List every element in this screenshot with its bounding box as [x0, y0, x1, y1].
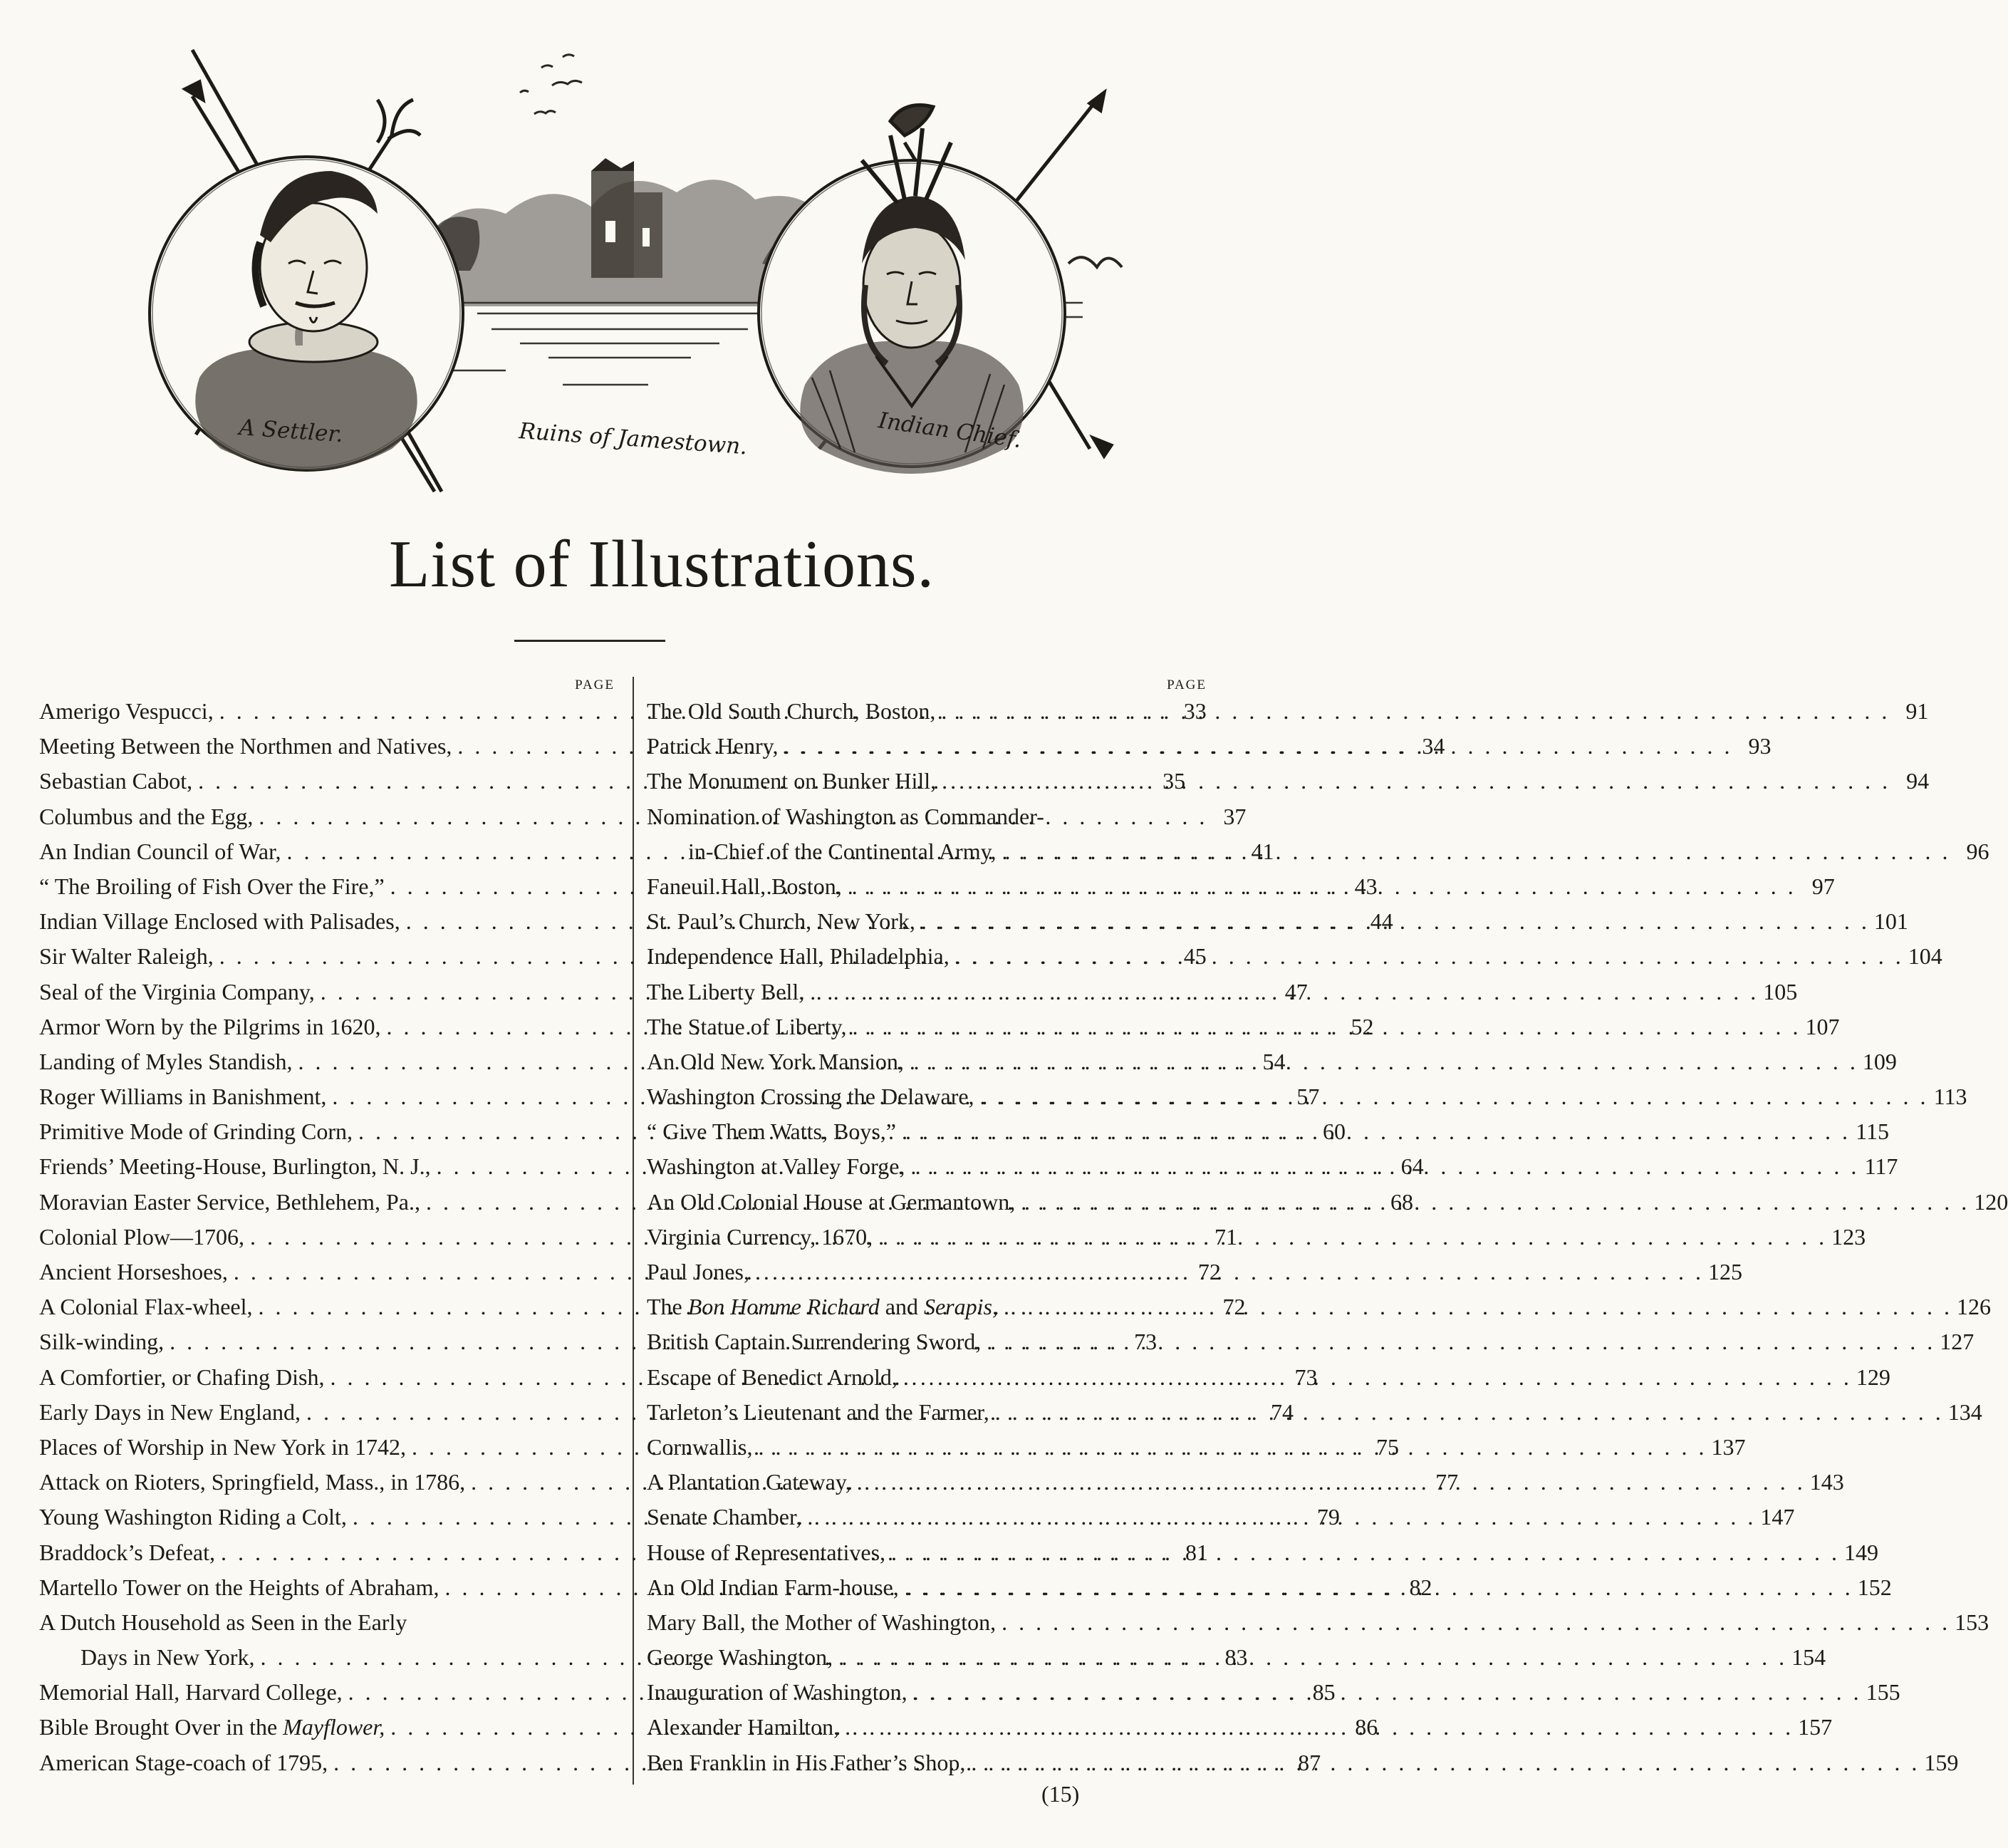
illustration-title: A Plantation Gateway,	[647, 1469, 851, 1495]
page-ref: 113	[1933, 1084, 1967, 1110]
illustration-title: Places of Worship in New York in 1742,	[39, 1433, 407, 1460]
birds-illustration	[520, 55, 582, 114]
illustration-title: “ The Broiling of Fish Over the Fire,”	[39, 873, 385, 899]
page-ref: 81	[1185, 1539, 1209, 1565]
illustration-title: The Liberty Bell,	[647, 978, 805, 1005]
caption-settler: A Settler.	[238, 415, 344, 448]
page-ref: 35	[1162, 768, 1186, 794]
page-ref: 94	[1906, 768, 1930, 794]
page-ref: 157	[1798, 1714, 1833, 1740]
illustration-title: Colonial Plow—1706,	[39, 1223, 245, 1250]
page-ref: 159	[1924, 1749, 1959, 1775]
page-column-heading: PAGE	[1167, 678, 1207, 692]
page-ref: 87	[1298, 1749, 1321, 1775]
dot-leader	[851, 1465, 1806, 1500]
dot-leader	[950, 939, 1904, 974]
list-item	[647, 1535, 1879, 1570]
page-ref: 71	[1214, 1223, 1238, 1250]
illustration-title: Moravian Easter Service, Bethlehem, Pa.,	[39, 1188, 420, 1215]
illustration-title: Faneuil Hall, Boston,	[647, 873, 842, 899]
page-ref: 86	[1355, 1714, 1378, 1740]
page-ref: 75	[1376, 1433, 1400, 1460]
page-ref: 73	[1134, 1329, 1158, 1355]
dot-leader	[752, 1430, 1707, 1465]
illustration-title: Paul Jones,	[647, 1259, 749, 1284]
illustration-title: Senate Chamber,	[647, 1504, 802, 1530]
illustration-title: Silk-winding,	[39, 1329, 165, 1355]
page-ref: 153	[1955, 1609, 1989, 1635]
page-ref: 93	[1748, 733, 1772, 759]
illustration-title: Ancient Horseshoes,	[39, 1259, 228, 1284]
dot-leader	[936, 764, 1890, 799]
dot-leader	[905, 1149, 1859, 1184]
page-ref: 37	[1223, 803, 1247, 829]
illustration-title: Washington at Valley Forge,	[647, 1153, 905, 1180]
page-ref: 47	[1284, 978, 1308, 1005]
dot-leader	[896, 1114, 1851, 1149]
page-ref: 123	[1831, 1223, 1866, 1250]
illustration-title: Sebastian Cabot,	[39, 768, 193, 794]
illustration-title: A Comfortier, or Chafing Dish,	[39, 1364, 325, 1390]
illustration-title: The Old South Church, Boston,	[647, 698, 936, 724]
page-ref: 82	[1409, 1574, 1432, 1600]
page-ref: 109	[1862, 1048, 1897, 1074]
page-ref: 33	[1183, 698, 1207, 724]
illustration-title: The Bon Homme Richard and Serapis,	[647, 1294, 998, 1320]
page-ref: 149	[1844, 1539, 1879, 1565]
illustration-title: A Dutch Household as Seen in the Early	[39, 1609, 407, 1635]
title-rule	[514, 640, 665, 642]
illustration-title: Days in New York,	[80, 1644, 255, 1671]
illustration-title: Attack on Rioters, Springfield, Mass., in 1786,	[39, 1469, 466, 1495]
dot-leader	[904, 1044, 1858, 1079]
page-ref: 125	[1708, 1259, 1742, 1284]
illustration-title: Primitive Mode of Grinding Corn,	[39, 1118, 353, 1145]
illustration-title: Indian Village Enclosed with Palisades,	[39, 908, 400, 935]
page-ref: 115	[1856, 1118, 1889, 1145]
page-column-heading: PAGE	[575, 678, 615, 692]
illustration-title: Escape of Benedict Arnold,	[647, 1364, 898, 1390]
dot-leader	[833, 1640, 1787, 1675]
illustration-title: “ Give Them Watts, Boys,”	[647, 1118, 896, 1145]
illustration-title: American Stage-coach of 1795,	[39, 1749, 328, 1775]
illustration-title: Nomination of Washington as Commander-	[647, 803, 1044, 829]
page-ref: 64	[1400, 1153, 1424, 1180]
dot-leader	[965, 1745, 1920, 1780]
page-ref: 105	[1763, 978, 1798, 1005]
page-ref: 107	[1805, 1013, 1840, 1039]
page-ref: 152	[1857, 1574, 1892, 1600]
illustration-title: Tarleton’s Lieutenant and the Farmer,	[647, 1398, 989, 1425]
dot-leader	[998, 1289, 1952, 1324]
dot-leader	[847, 1009, 1801, 1044]
illustration-title: St. Paul’s Church, New York,	[647, 908, 915, 935]
illustration-title: Sir Walter Raleigh,	[39, 943, 214, 970]
illustration-title: Armor Worn by the Pilgrims in 1620,	[39, 1013, 381, 1039]
page-ref: 129	[1856, 1364, 1890, 1390]
dot-leader	[801, 1500, 1756, 1535]
dot-leader	[907, 1675, 1862, 1710]
illustration-title: Early Days in New England,	[39, 1398, 301, 1425]
page-ref: 120	[1974, 1188, 2008, 1215]
page-ref: 143	[1809, 1469, 1844, 1495]
dot-leader	[899, 1570, 1853, 1605]
list-item	[647, 1324, 1975, 1359]
page-ref: 85	[1312, 1679, 1336, 1706]
list-item	[647, 939, 1942, 974]
illustration-title: An Old Colonial House at Germantown,	[647, 1188, 1016, 1215]
illustration-title: The Statue of Liberty,	[647, 1013, 847, 1039]
dot-leader	[974, 1079, 1929, 1114]
page-ref: 68	[1390, 1188, 1413, 1215]
page-ref: 101	[1873, 908, 1908, 935]
dot-leader	[996, 1605, 1950, 1640]
dot-leader	[885, 1535, 1840, 1570]
illustration-title: Young Washington Riding a Colt,	[39, 1504, 347, 1530]
illustration-title: Bible Brought Over in the Mayflower,	[39, 1714, 385, 1740]
list-item	[647, 799, 1208, 834]
dot-leader	[898, 1360, 1852, 1395]
list-item	[647, 694, 1929, 729]
page-ref: 57	[1296, 1084, 1320, 1110]
caption-indian-chief: Indian Chief.	[876, 408, 1024, 454]
page-ref: 104	[1908, 943, 1942, 970]
dot-leader	[779, 729, 1733, 764]
illustration-title: An Old New York Mansion,	[647, 1048, 904, 1074]
page-ref: 43	[1354, 873, 1378, 899]
page-ref: 45	[1183, 943, 1207, 970]
illustration-title: Braddock’s Defeat,	[39, 1539, 216, 1565]
caption-ruins: Ruins of Jamestown.	[518, 418, 749, 460]
illustration-title: The Monument on Bunker Hill,	[647, 768, 937, 794]
list-item	[647, 764, 1930, 799]
dot-leader	[1015, 1185, 1970, 1220]
illustration-title: Alexander Hamilton,	[647, 1714, 840, 1740]
illustration-title: Independence Hall, Philadelphia,	[647, 943, 950, 970]
dot-leader	[749, 1255, 1704, 1289]
illustration-title: Roger Williams in Banishment,	[39, 1084, 327, 1110]
page-ref: 60	[1322, 1118, 1346, 1145]
page-ref: 134	[1947, 1398, 1982, 1425]
illustration-title: Ben Franklin in His Father’s Shop,	[647, 1749, 966, 1775]
page-ref: 126	[1956, 1294, 1991, 1320]
dot-leader	[989, 1395, 1944, 1430]
page-ref: 44	[1370, 908, 1393, 935]
illustration-title: House of Representatives,	[647, 1539, 886, 1565]
page-ref: 127	[1940, 1329, 1975, 1355]
page-title: List of Illustrations.	[388, 527, 935, 601]
dot-leader	[842, 869, 1796, 904]
page-ref: 147	[1760, 1504, 1795, 1530]
page-ref: 74	[1271, 1398, 1294, 1425]
page-ref: 97	[1811, 873, 1835, 899]
list-item	[39, 1605, 618, 1640]
page-ref: 54	[1262, 1048, 1286, 1074]
illustration-title: Meeting Between the Northmen and Natives,	[39, 733, 452, 759]
illustration-title: British Captain Surrendering Sword,	[647, 1329, 982, 1355]
dot-leader	[915, 904, 1870, 939]
illustration-title: An Indian Council of War,	[39, 838, 281, 864]
illustration-title: Seal of the Virginia Company,	[39, 978, 315, 1005]
illustration-title: in-Chief of the Continental Army,	[688, 838, 997, 864]
illustration-title: Amerigo Vespucci,	[39, 698, 214, 724]
page-ref: 77	[1435, 1469, 1459, 1495]
dot-leader	[839, 1710, 1794, 1745]
header-engraving	[135, 50, 1175, 506]
illustration-title: Inauguration of Washington,	[647, 1679, 907, 1706]
list-item	[647, 1605, 1989, 1640]
illustration-title: A Colonial Flax-wheel,	[39, 1294, 253, 1320]
dot-leader	[873, 1220, 1827, 1255]
illustration-title: An Old Indian Farm-house,	[647, 1574, 899, 1600]
dot-leader	[935, 694, 1890, 729]
page-ref: 41	[1251, 838, 1274, 864]
page-ref: 96	[1966, 838, 1989, 864]
illustration-title: Patrick Henry,	[647, 733, 779, 759]
illustration-title: Memorial Hall, Harvard College,	[39, 1679, 343, 1706]
dot-leader	[981, 1324, 1935, 1359]
page-number: (15)	[1041, 1781, 1080, 1807]
illustration-title: Washington Crossing the Delaware,	[647, 1084, 974, 1110]
page-ref: 52	[1351, 1013, 1374, 1039]
illustration-title: George Washington,	[647, 1644, 833, 1671]
page-ref: 155	[1866, 1679, 1900, 1706]
page-ref: 72	[1222, 1294, 1246, 1320]
page-ref: 79	[1316, 1504, 1340, 1530]
page-ref: 72	[1197, 1259, 1221, 1284]
page-ref: 91	[1905, 698, 1929, 724]
illustration-title: Mary Ball, the Mother of Washington,	[647, 1609, 997, 1635]
page-ref: 154	[1791, 1644, 1826, 1671]
illustration-title: Martello Tower on the Heights of Abraham,	[39, 1574, 439, 1600]
page-ref: 137	[1711, 1433, 1746, 1460]
page-ref: 83	[1224, 1644, 1248, 1671]
dot-leader	[997, 834, 1951, 869]
page-ref: 117	[1864, 1153, 1898, 1180]
illustration-title: Virginia Currency, 1670,	[647, 1223, 873, 1250]
illustration-title: Cornwallis,	[647, 1433, 753, 1460]
page-ref: 34	[1422, 733, 1445, 759]
illustration-title: Friends’ Meeting-House, Burlington, N. J.,	[39, 1153, 431, 1180]
page-ref: 73	[1294, 1364, 1318, 1390]
dot-leader	[804, 975, 1759, 1009]
illustration-title: Landing of Myles Standish,	[39, 1048, 293, 1074]
illustration-title: Columbus and the Egg,	[39, 803, 254, 829]
